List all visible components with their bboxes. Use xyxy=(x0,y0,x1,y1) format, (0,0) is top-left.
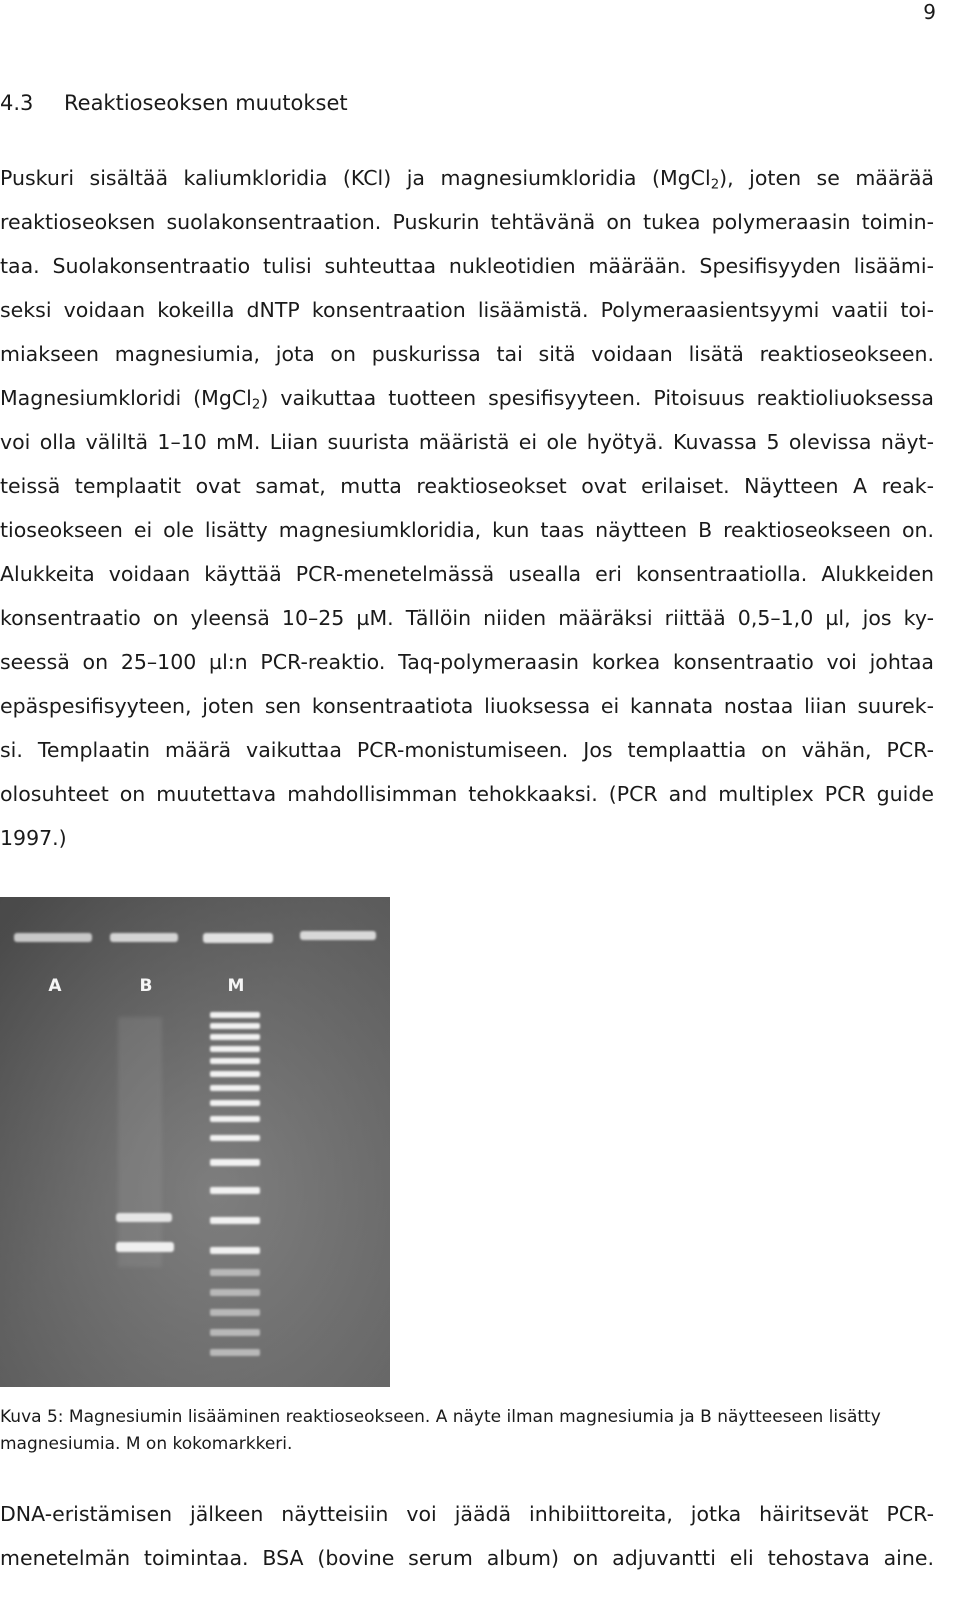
ladder-band xyxy=(210,1058,260,1064)
lane-label-a: A xyxy=(48,976,62,996)
paragraph-line: DNA-eristämisen jälkeen näytteisiin voi jäädä inhibiittoreita, jotka häiritsevät PCR- xyxy=(0,1502,934,1526)
paragraph-line: seessä on 25–100 µl:n PCR-reaktio. Taq-polymeraasin korkea konsentraatio voi johtaa xyxy=(0,650,934,674)
well-a xyxy=(14,933,92,942)
lane-b-smear xyxy=(118,1017,162,1267)
paragraph-line: taa. Suolakonsentraatio tulisi suhteuttaa nukleotidien määrään. Spesifisyyden lisäämi- xyxy=(0,254,934,278)
ladder-band xyxy=(210,1329,260,1336)
section-title: Reaktioseoksen muutokset xyxy=(64,91,348,115)
section-heading xyxy=(0,88,348,118)
paragraph-line: teissä templaatit ovat samat, mutta reaktioseokset ovat erilaiset. Näytteen A reak- xyxy=(0,474,934,498)
paragraph-line: seksi voidaan kokeilla dNTP konsentraation lisäämistä. Polymeraasientsyymi vaatii toi- xyxy=(0,298,934,322)
figure-caption: Kuva 5: Magnesiumin lisääminen reaktioseokseen. A näyte ilman magnesiumia ja B näytteeseen lisätty magnesiumia. M on kokomarkkeri. xyxy=(0,1407,881,1454)
paragraph-line: Alukkeita voidaan käyttää PCR-menetelmässä usealla eri konsentraatiolla. Alukkeiden xyxy=(0,562,934,586)
paragraph-line: 1997.) xyxy=(0,826,67,850)
ladder-band xyxy=(210,1085,260,1091)
ladder-band xyxy=(210,1023,260,1029)
paragraph-line: miakseen magnesiumia, jota on puskurissa tai sitä voidaan lisätä reaktioseokseen. xyxy=(0,342,934,366)
body-paragraph-1 xyxy=(0,156,934,860)
ladder-band xyxy=(210,1159,260,1166)
paragraph-line: voi olla väliltä 1–10 mM. Liian suurista määristä ei ole hyötyä. Kuvassa 5 olevissa näyt- xyxy=(0,430,934,454)
paragraph-line: konsentraatio on yleensä 10–25 µM. Tällöin niiden määräksi riittää 0,5–1,0 µl, jos ky- xyxy=(0,606,934,630)
page-number: 9 xyxy=(923,0,936,24)
gel-electrophoresis-image xyxy=(0,897,390,1387)
ladder-band xyxy=(210,1046,260,1052)
paragraph-line: olosuhteet on muutettava mahdollisimman tehokkaaksi. (PCR and multiplex PCR guide xyxy=(0,782,934,806)
paragraph-line: Puskuri sisältää kaliumkloridia (KCl) ja magnesiumkloridia (MgCl$_2$), joten se määrää xyxy=(0,166,934,193)
lane-label-b: B xyxy=(139,976,153,996)
ladder-band xyxy=(210,1135,260,1141)
paragraph-line: si. Templaatin määrä vaikuttaa PCR-monistumiseen. Jos templaattia on vähän, PCR- xyxy=(0,738,934,762)
well-4 xyxy=(300,931,376,940)
ladder-band xyxy=(210,1116,260,1122)
band-b-2 xyxy=(116,1242,174,1252)
ladder-band xyxy=(210,1269,260,1276)
lane-label-m: M xyxy=(227,976,245,996)
gel-vignette xyxy=(0,897,390,1387)
paragraph-line: tioseokseen ei ole lisätty magnesiumkloridia, kun taas näytteen B reaktioseokseen on. xyxy=(0,518,934,542)
well-b xyxy=(110,933,178,942)
body-paragraph-2 xyxy=(0,1492,934,1580)
ladder-band xyxy=(210,1349,260,1356)
paragraph-line: menetelmän toimintaa. BSA (bovine serum album) on adjuvantti eli tehostava aine. xyxy=(0,1546,934,1570)
paragraph-line: epäspesifisyyteen, joten sen konsentraatiota liuoksessa ei kannata nostaa liian suurek- xyxy=(0,694,934,718)
gel-svg xyxy=(0,897,390,1387)
ladder-band xyxy=(210,1247,260,1254)
ladder-band xyxy=(210,1034,260,1040)
ladder-band xyxy=(210,1100,260,1106)
well-m xyxy=(203,933,273,943)
ladder-band xyxy=(210,1289,260,1296)
ladder-band xyxy=(210,1071,260,1077)
ladder-band xyxy=(210,1187,260,1194)
ladder-band xyxy=(210,1309,260,1316)
ladder-band xyxy=(210,1217,260,1224)
section-number: 4.3 xyxy=(0,91,34,115)
paragraph-line: Magnesiumkloridi (MgCl$_2$) vaikuttaa tuotteen spesifisyyteen. Pitoisuus reaktioliuoksessa xyxy=(0,386,934,413)
paragraph-line: reaktioseoksen suolakonsentraation. Puskurin tehtävänä on tukea polymeraasin toimin- xyxy=(0,210,934,234)
ladder-band xyxy=(210,1012,260,1018)
band-b-1 xyxy=(116,1213,172,1222)
